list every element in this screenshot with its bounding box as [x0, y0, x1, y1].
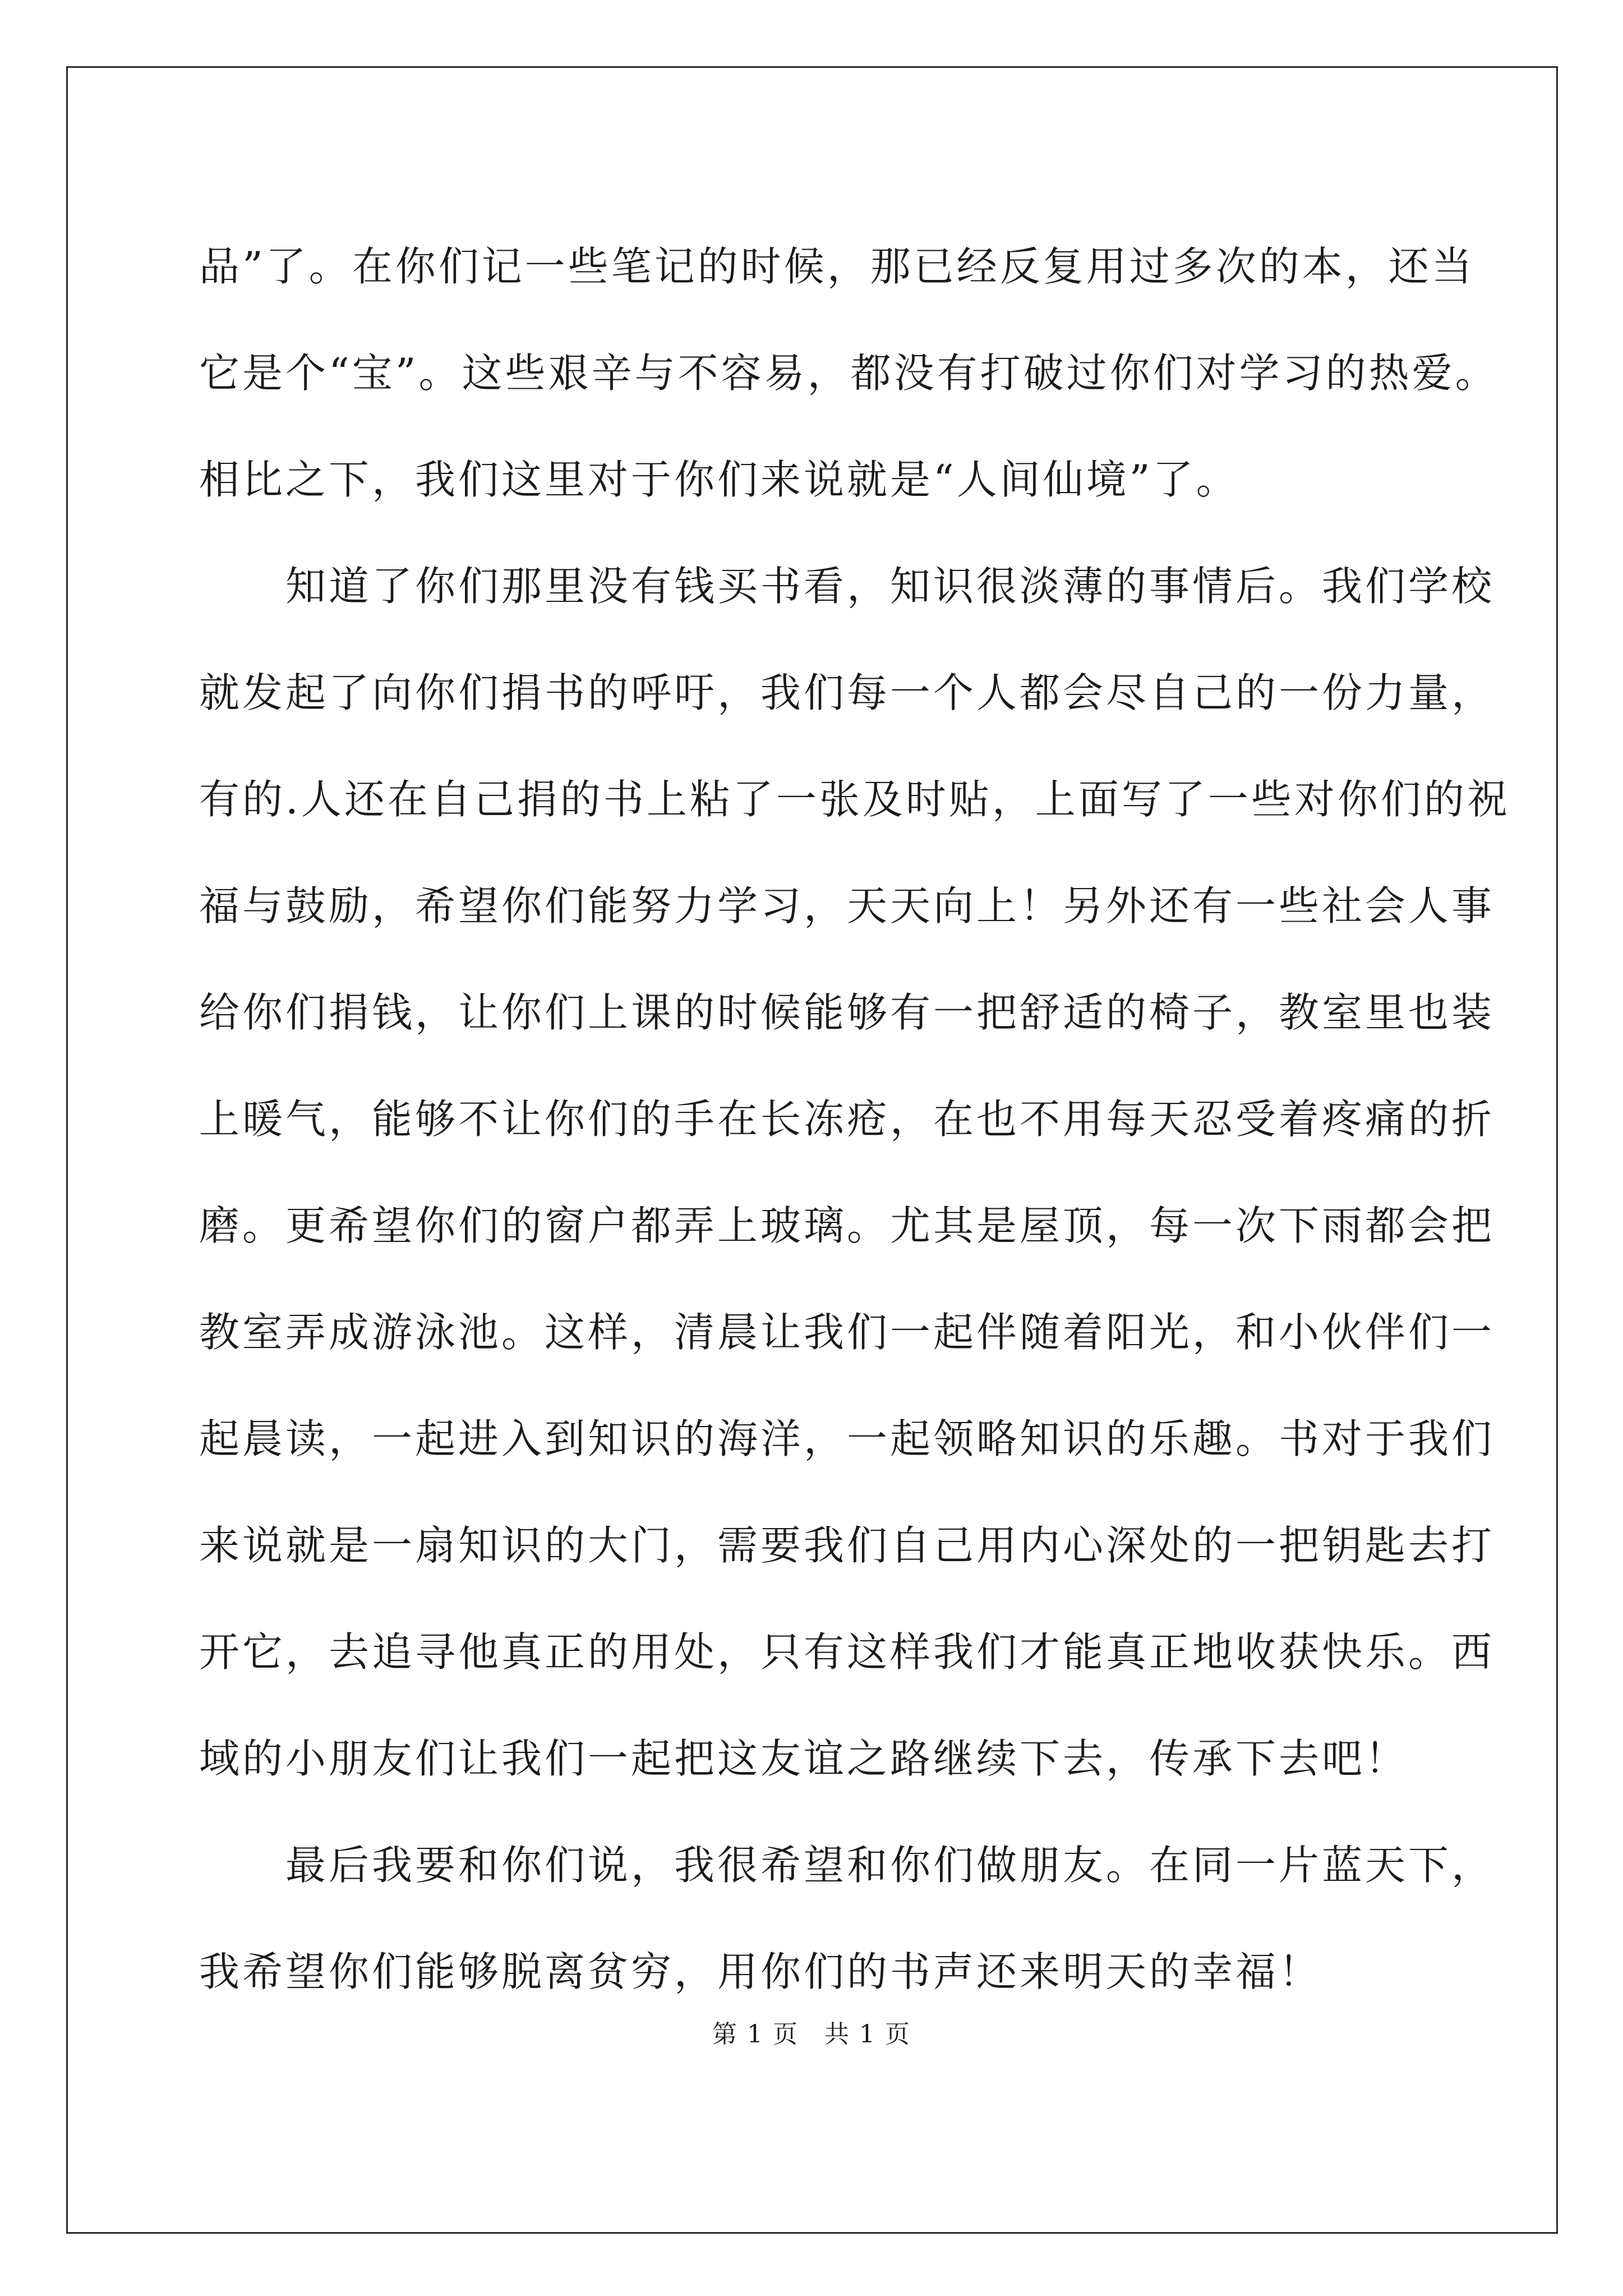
- text-line: 最后我要和你们说，我很希望和你们做朋友。在同一片蓝天下，: [199, 1842, 1495, 1889]
- text-line: 福与鼓励，希望你们能努力学习，天天向上！另外还有一些社会人事: [199, 882, 1495, 930]
- text-line: 开它，去追寻他真正的用处，只有这样我们才能真正地收获快乐。西: [199, 1628, 1495, 1676]
- text-line: 相比之下，我们这里对于你们来说就是“人间仙境”了。: [199, 456, 1239, 503]
- page-number: 第 1 页 共 1 页: [712, 2020, 911, 2049]
- text-line: 知道了你们那里没有钱买书看，知识很淡薄的事情后。我们学校: [199, 563, 1495, 610]
- document-body: [199, 213, 1510, 2025]
- text-line: 就发起了向你们捐书的呼吁，我们每一个人都会尽自己的一份力量，: [199, 669, 1495, 716]
- text-line: 有的.人还在自己捐的书上粘了一张及时贴，上面写了一些对你们的祝: [199, 776, 1510, 823]
- text-line: 它是个“宝”。这些艰辛与不容易，都没有打破过你们对学习的热爱。: [199, 349, 1498, 397]
- text-line: 上暖气，能够不让你们的手在长冻疮，在也不用每天忍受着疼痛的折: [199, 1096, 1495, 1143]
- text-line: 域的小朋友们让我们一起把这友谊之路继续下去，传承下去吧！: [199, 1735, 1409, 1782]
- text-line: 给你们捐钱，让你们上课的时候能够有一把舒适的椅子，教室里也装: [199, 989, 1495, 1036]
- text-line: 磨。更希望你们的窗户都弄上玻璃。尤其是屋顶，每一次下雨都会把: [199, 1202, 1495, 1249]
- text-line: 教室弄成游泳池。这样，清晨让我们一起伴随着阳光，和小伙伴们一: [199, 1309, 1495, 1356]
- text-line: 起晨读，一起进入到知识的海洋，一起领略知识的乐趣。书对于我们: [199, 1415, 1495, 1462]
- text-line: 品”了。在你们记一些笔记的时候，那已经反复用过多次的本，还当: [199, 243, 1475, 290]
- text-line: 我希望你们能够脱离贫穷，用你们的书声还来明天的幸福！: [199, 1948, 1322, 1995]
- text-line: 来说就是一扇知识的大门，需要我们自己用内心深处的一把钥匙去打: [199, 1522, 1495, 1569]
